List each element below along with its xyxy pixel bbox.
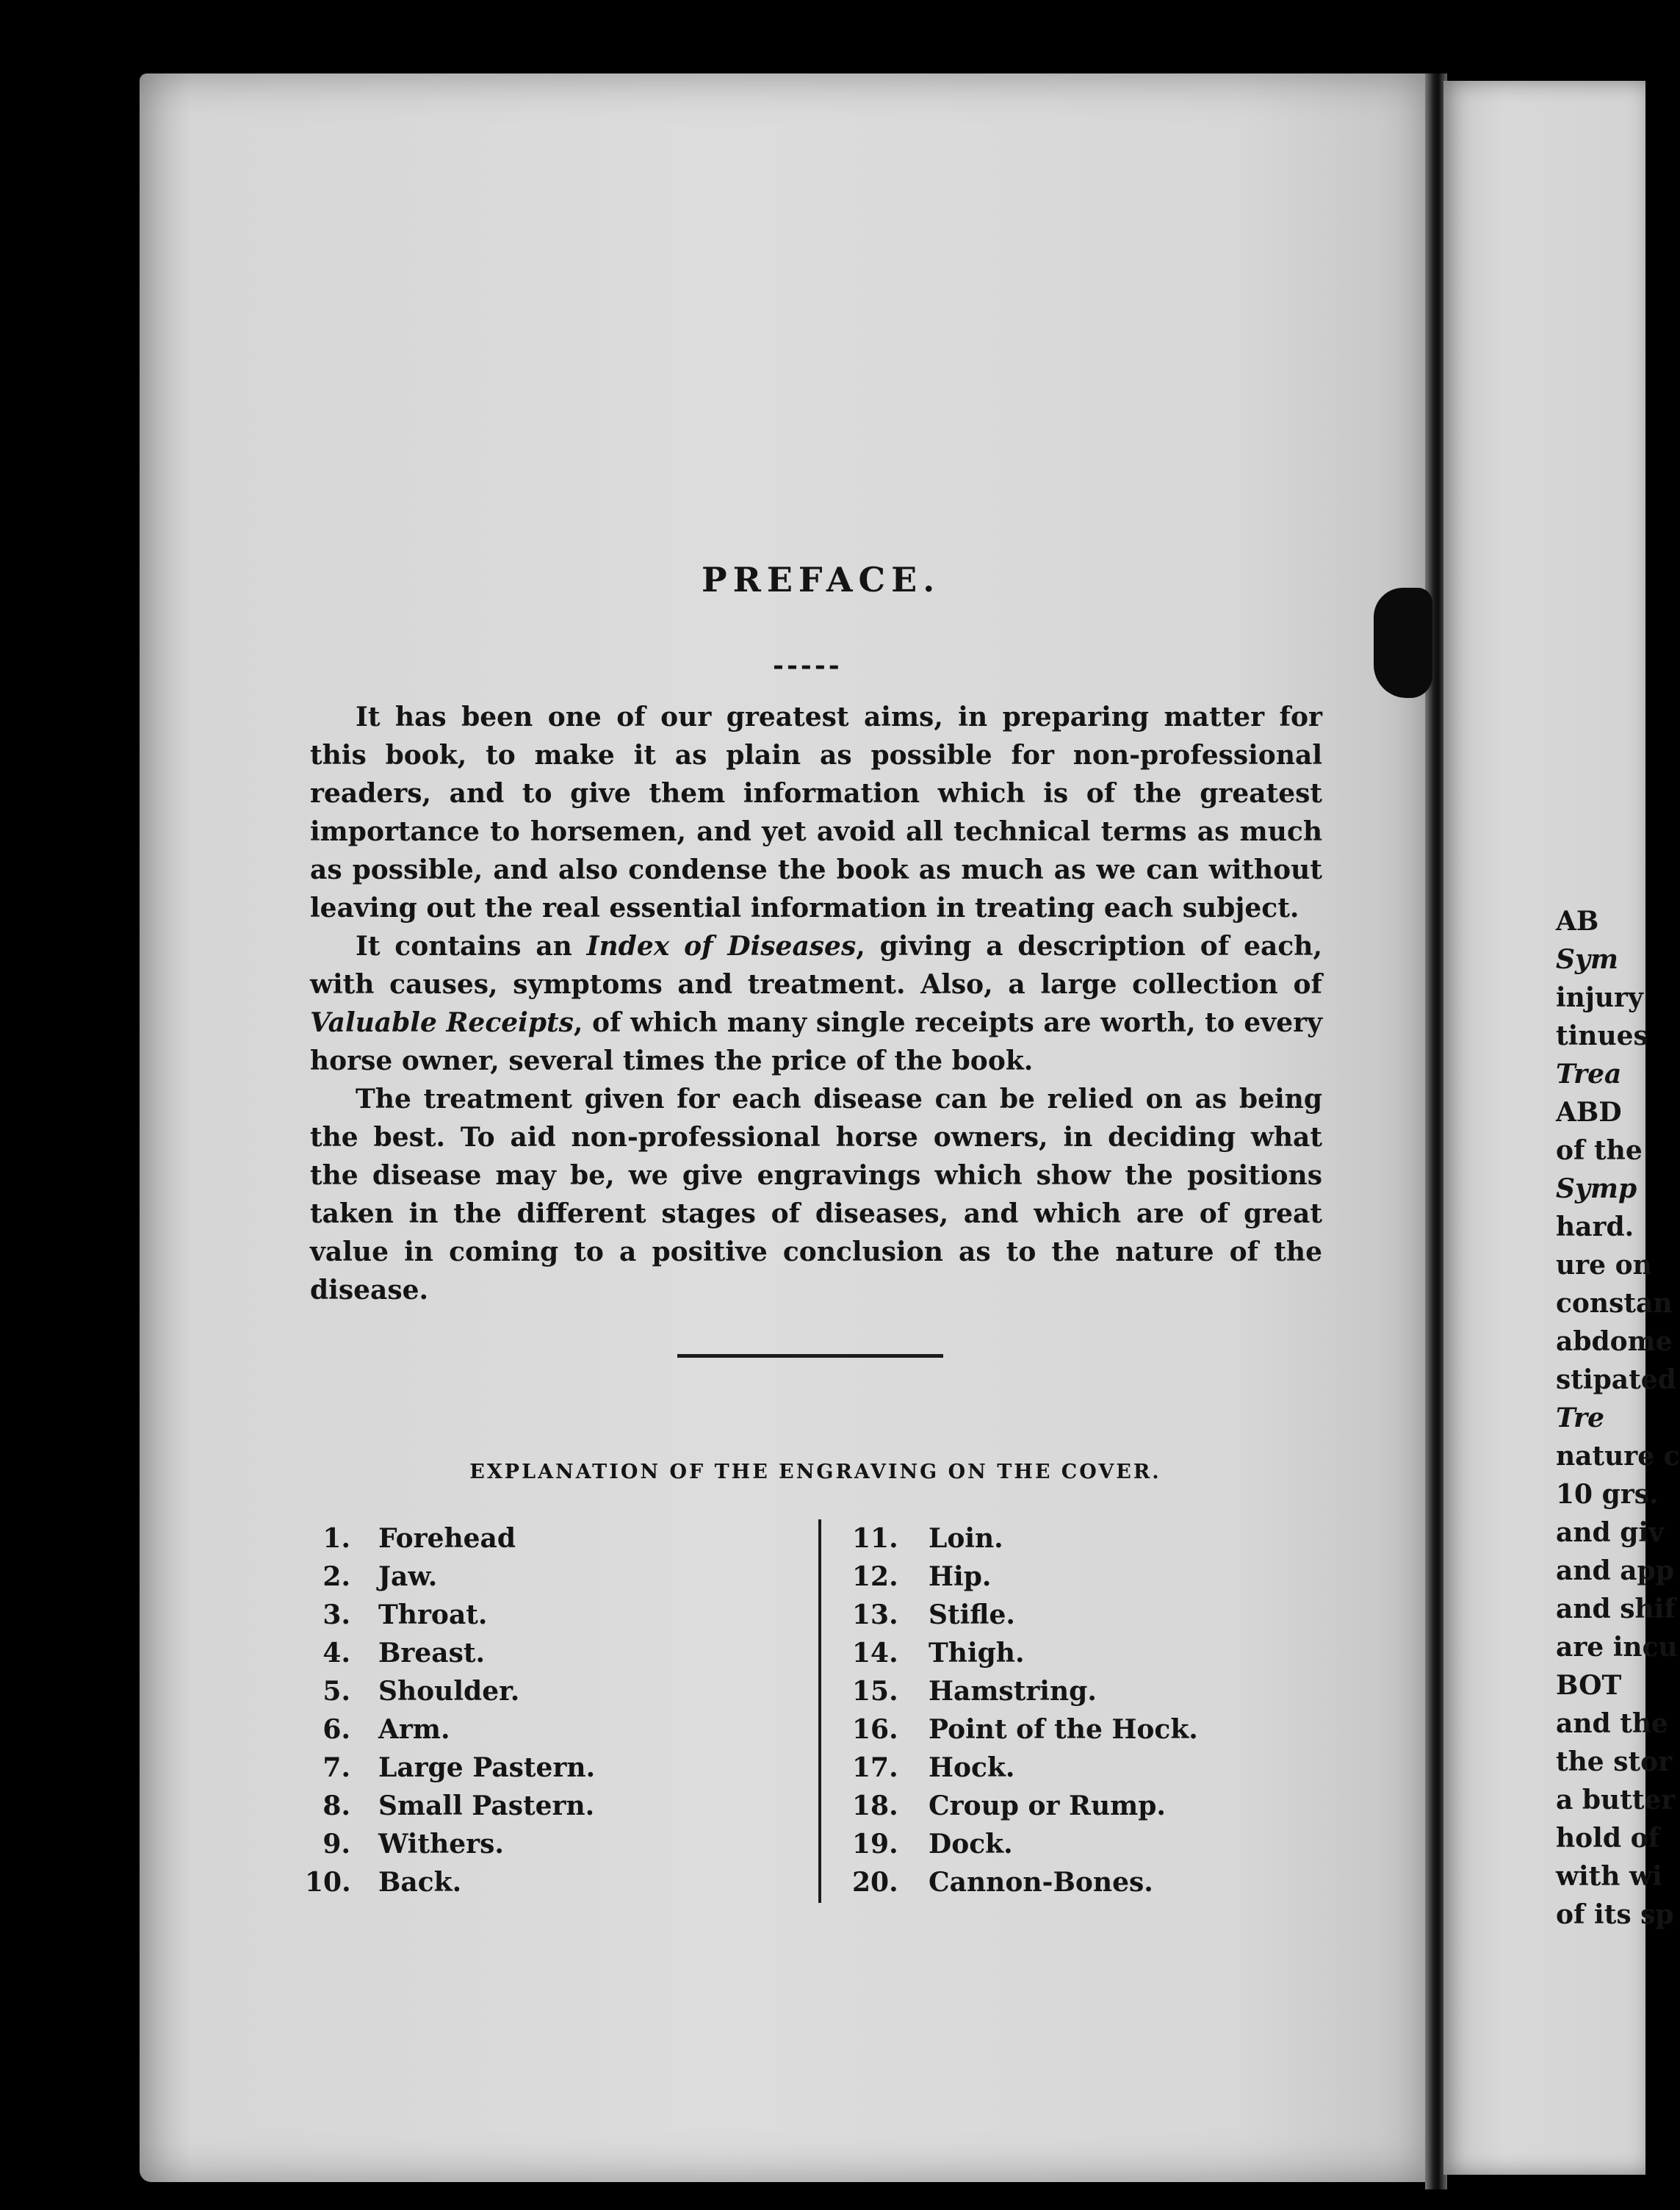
list-item <box>852 1596 1015 1634</box>
item-number: 16. <box>852 1714 898 1745</box>
list-item <box>305 1596 488 1634</box>
item-number: 19. <box>852 1829 898 1860</box>
item-name: Dock. <box>929 1829 1013 1860</box>
item-name: Small Pastern. <box>378 1790 595 1821</box>
preface-paragraph <box>310 1080 1322 1309</box>
item-name: Point of the Hock. <box>929 1714 1198 1745</box>
item-number: 5. <box>322 1676 350 1707</box>
item-name: Thigh. <box>929 1638 1025 1669</box>
line-fragment: with wi <box>1556 1861 1662 1892</box>
item-number: 17. <box>852 1752 898 1783</box>
line-fragment: 10 grs. <box>1556 1479 1659 1510</box>
item-name: Forehead <box>378 1523 516 1554</box>
list-item <box>305 1672 520 1710</box>
paragraph-text: It has been one of our greatest aims, in preparing matter for this book, to make it as plain as possible for non-professional readers, and to give them information which is of the greatest importance to horsemen, and yet avoid all technical terms as much as possible, and also condense the book as much as we can without leaving out the real essential information in treating each subject. <box>310 702 1322 924</box>
line-fragment: abdome <box>1556 1326 1673 1357</box>
line-fragment: nature c <box>1556 1441 1680 1472</box>
item-name: Loin. <box>929 1523 1003 1554</box>
line-fragment: the stor <box>1556 1746 1673 1777</box>
line-fragment: and giv <box>1556 1517 1664 1548</box>
preface-paragraph <box>310 927 1322 1080</box>
paper-tear <box>1374 588 1432 698</box>
item-number: 9. <box>322 1829 350 1860</box>
list-item <box>305 1634 486 1672</box>
list-item <box>852 1558 992 1596</box>
item-number: 11. <box>852 1523 898 1554</box>
item-name: Croup or Rump. <box>929 1790 1166 1821</box>
item-number: 6. <box>322 1714 350 1745</box>
list-item <box>852 1749 1015 1787</box>
line-fragment: hard. <box>1556 1212 1634 1242</box>
line-fragment: a butter <box>1556 1785 1676 1815</box>
list-item <box>852 1519 1003 1558</box>
next-page-text-fragments <box>1556 902 1680 1934</box>
item-name: Breast. <box>378 1638 486 1669</box>
horse-parts-list-left <box>305 1519 596 1901</box>
item-number: 10. <box>305 1867 351 1898</box>
explanation-heading: EXPLANATION OF THE ENGRAVING ON THE COVER. <box>469 1461 1161 1483</box>
list-item <box>305 1710 450 1749</box>
line-fragment: tinues <box>1556 1021 1648 1051</box>
item-name: Jaw. <box>378 1561 438 1592</box>
item-name: Stifle. <box>929 1599 1015 1630</box>
paragraph-text: It contains an <box>356 931 587 962</box>
line-fragment: and app <box>1556 1555 1674 1586</box>
line-fragment: ABD <box>1556 1097 1622 1128</box>
item-number: 7. <box>322 1752 350 1783</box>
line-fragment: of the <box>1556 1135 1643 1166</box>
item-name: Large Pastern. <box>378 1752 596 1783</box>
line-fragment: ure on <box>1556 1250 1652 1281</box>
list-item <box>852 1825 1013 1863</box>
item-number: 12. <box>852 1561 898 1592</box>
line-fragment: Symp <box>1556 1173 1637 1204</box>
column-divider <box>818 1519 821 1903</box>
line-fragment: are incu <box>1556 1632 1678 1663</box>
item-number: 8. <box>322 1790 350 1821</box>
item-name: Arm. <box>378 1714 450 1745</box>
item-name: Hamstring. <box>929 1676 1097 1707</box>
paragraph-text: , of which many single receipts are worth, to every horse owner, several times the price of the book. <box>310 1007 1322 1076</box>
item-number: 2. <box>322 1561 350 1592</box>
item-number: 14. <box>852 1638 898 1669</box>
item-number: 20. <box>852 1867 898 1898</box>
item-name: Hip. <box>929 1561 992 1592</box>
item-name: Throat. <box>378 1599 488 1630</box>
item-name: Hock. <box>929 1752 1015 1783</box>
line-fragment: stipated <box>1556 1364 1676 1395</box>
line-fragment: Sym <box>1556 944 1619 975</box>
list-item <box>852 1672 1097 1710</box>
title-separator: ----- <box>773 650 843 681</box>
line-fragment: injury <box>1556 982 1643 1013</box>
item-number: 18. <box>852 1790 898 1821</box>
preface-body <box>310 698 1322 1309</box>
line-fragment: of its sp <box>1556 1899 1674 1930</box>
list-item <box>305 1519 516 1558</box>
item-number: 3. <box>322 1599 350 1630</box>
list-item <box>305 1825 504 1863</box>
paragraph-text: The treatment given for each disease can be relied on as being the best. To aid non-professional horse owners, in deciding what the disease may be, we give engravings which show the positions taken in the different stages of diseases, and which are of great value in coming to a positive conclusion as to the nature of the disease. <box>310 1084 1322 1306</box>
item-number: 15. <box>852 1676 898 1707</box>
italic-title: Valuable Receipts <box>310 1007 574 1038</box>
line-fragment: hold of <box>1556 1823 1660 1854</box>
list-item <box>305 1863 462 1901</box>
list-item <box>305 1787 595 1825</box>
line-fragment: AB <box>1556 906 1599 937</box>
list-item <box>852 1787 1166 1825</box>
item-name: Withers. <box>378 1829 504 1860</box>
list-item <box>305 1749 596 1787</box>
list-item <box>305 1558 438 1596</box>
paragraph-text: , giving a description of each, with causes, symptoms and treatment. Also, a large collection of <box>310 931 1322 1000</box>
section-rule <box>677 1354 943 1358</box>
line-fragment: Trea <box>1556 1059 1622 1090</box>
item-number: 1. <box>322 1523 350 1554</box>
item-name: Cannon-Bones. <box>929 1867 1153 1898</box>
line-fragment: constan <box>1556 1288 1673 1319</box>
item-name: Shoulder. <box>378 1676 520 1707</box>
preface-paragraph <box>310 698 1322 927</box>
line-fragment: Tre <box>1556 1403 1605 1433</box>
preface-title-text: PREFACE. <box>702 560 941 600</box>
item-name: Back. <box>378 1867 462 1898</box>
item-number: 4. <box>322 1638 350 1669</box>
line-fragment: BOT <box>1556 1670 1622 1701</box>
item-number: 13. <box>852 1599 898 1630</box>
list-item <box>852 1863 1153 1901</box>
line-fragment: and the <box>1556 1708 1668 1739</box>
italic-title: Index of Diseases <box>586 931 857 962</box>
line-fragment: and shif <box>1556 1594 1676 1624</box>
list-item <box>852 1710 1198 1749</box>
horse-parts-list-right <box>852 1519 1198 1901</box>
list-item <box>852 1634 1025 1672</box>
